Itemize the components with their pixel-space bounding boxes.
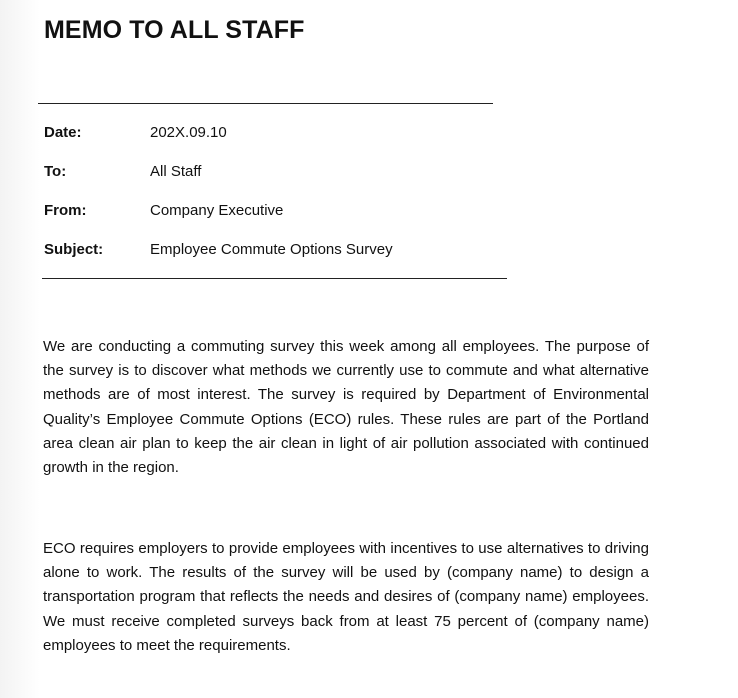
header-divider-bottom bbox=[42, 278, 507, 279]
body-paragraph-1: We are conducting a commuting survey this week among all employees. The purpose of the survey is to discover what methods we currently use to commute and what alternative methods are of most interest. The survey is required by Department of Environmental Quality’s Employee Commute Options (ECO) rules. These rules are part of the Portland area clean air plan to keep the air clean in light of air pollution associated with continued growth in the region. bbox=[43, 338, 649, 477]
field-label-date: Date: bbox=[44, 124, 82, 141]
field-value-date: 202X.09.10 bbox=[150, 124, 227, 141]
memo-title: MEMO TO ALL STAFF bbox=[44, 16, 305, 44]
header-divider-top bbox=[38, 103, 493, 104]
field-value-from: Company Executive bbox=[150, 202, 284, 219]
field-value-to: All Staff bbox=[150, 163, 202, 180]
field-label-from: From: bbox=[44, 202, 87, 219]
field-label-to: To: bbox=[44, 163, 67, 180]
field-value-subject: Employee Commute Options Survey bbox=[150, 241, 393, 258]
body-paragraph-2: ECO requires employers to provide employees with incentives to use alternatives to driving alone to work. The results of the survey will be used by (company name) to design a transportation program that reflects the needs and desires of (company name) employees. We must receive completed surveys back from at least 75 percent of (company name) employees to meet the requirements. bbox=[43, 540, 649, 654]
field-label-subject: Subject: bbox=[44, 241, 104, 258]
